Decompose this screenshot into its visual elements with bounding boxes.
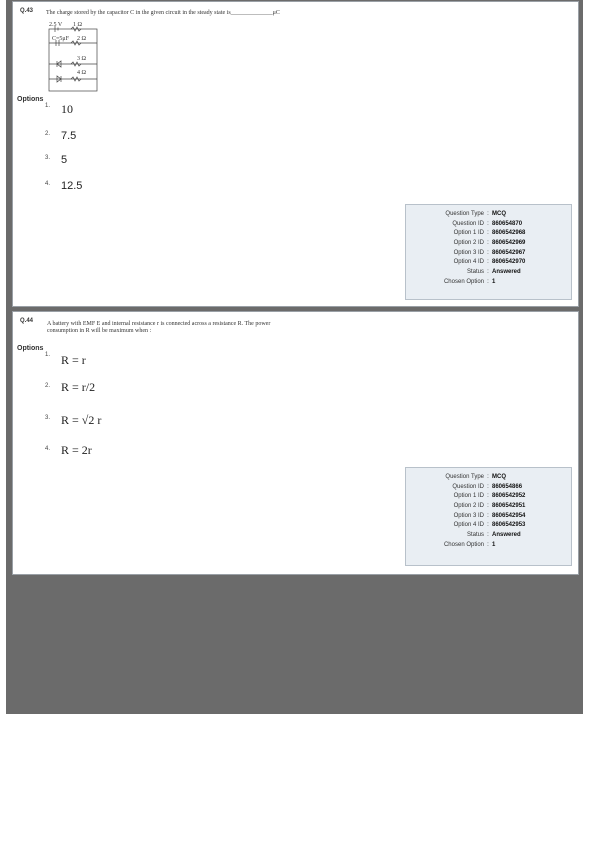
option-number: 3.	[45, 155, 51, 161]
meta-row: Option 4 ID : 8606542953	[453, 522, 526, 529]
question-meta-panel	[405, 467, 572, 566]
option-4-value[interactable]: 12.5	[61, 180, 83, 192]
question-text: A battery with EMF E and internal resistance r is connected across a resistance R. The power consumption in R will be maximum when :	[47, 321, 271, 334]
question-card-43	[12, 1, 579, 307]
option-3-value[interactable]: R = √2 r	[61, 413, 102, 427]
meta-row: Chosen Option : 1	[443, 278, 496, 285]
question-meta-panel	[405, 204, 572, 300]
capacitor-label: C=5μF	[52, 36, 69, 42]
options-heading: Options	[17, 96, 44, 103]
option-4-value[interactable]: R = 2r	[61, 443, 92, 457]
meta-row: Option 1 ID : 8606542968	[453, 230, 526, 237]
emf-label: 2.5 V	[49, 22, 63, 28]
r4-label: 4 Ω	[77, 70, 86, 76]
question-number: Q.44	[20, 318, 34, 324]
question-text: The charge stored by the capacitor C in the given circuit in the steady state is______________μC	[46, 10, 280, 16]
option-number: 2.	[45, 131, 51, 137]
meta-row: Status : Answered	[466, 269, 521, 276]
meta-row: Chosen Option : 1	[443, 541, 496, 548]
question-number: Q.43	[20, 8, 34, 14]
meta-row: Question Type : MCQ	[445, 211, 506, 217]
option-number: 3.	[45, 415, 51, 421]
meta-row: Option 2 ID : 8606542951	[453, 503, 526, 510]
options-heading: Options	[17, 345, 44, 352]
option-number: 2.	[45, 383, 51, 389]
option-number: 1.	[45, 352, 51, 358]
meta-row: Option 2 ID : 8606542969	[453, 240, 526, 247]
option-number: 4.	[45, 446, 51, 452]
meta-row: Option 3 ID : 8606542967	[453, 249, 526, 256]
r2-label: 2 Ω	[77, 36, 86, 42]
meta-row: Status : Answered	[466, 532, 521, 539]
meta-row: Option 1 ID : 8606542952	[453, 493, 526, 500]
r3-label: 3 Ω	[77, 56, 86, 62]
option-number: 1.	[45, 103, 51, 109]
option-1-value[interactable]: R = r	[61, 353, 86, 367]
option-3-value[interactable]: 5	[61, 154, 68, 166]
question-card-44	[12, 311, 579, 575]
circuit-diagram	[47, 19, 117, 94]
r1-label: 1 Ω	[73, 22, 82, 28]
meta-row: Question ID : 860654866	[452, 483, 523, 490]
meta-row: Option 3 ID : 8606542954	[453, 512, 526, 519]
meta-row: Question ID : 860654870	[452, 220, 523, 227]
option-2-value[interactable]: R = r/2	[61, 380, 96, 394]
option-2-value[interactable]: 7.5	[61, 130, 77, 142]
option-1-value[interactable]: 10	[61, 102, 73, 116]
option-number: 4.	[45, 181, 51, 187]
meta-row: Option 4 ID : 8606542970	[453, 259, 526, 266]
meta-row: Question Type : MCQ	[445, 474, 506, 480]
